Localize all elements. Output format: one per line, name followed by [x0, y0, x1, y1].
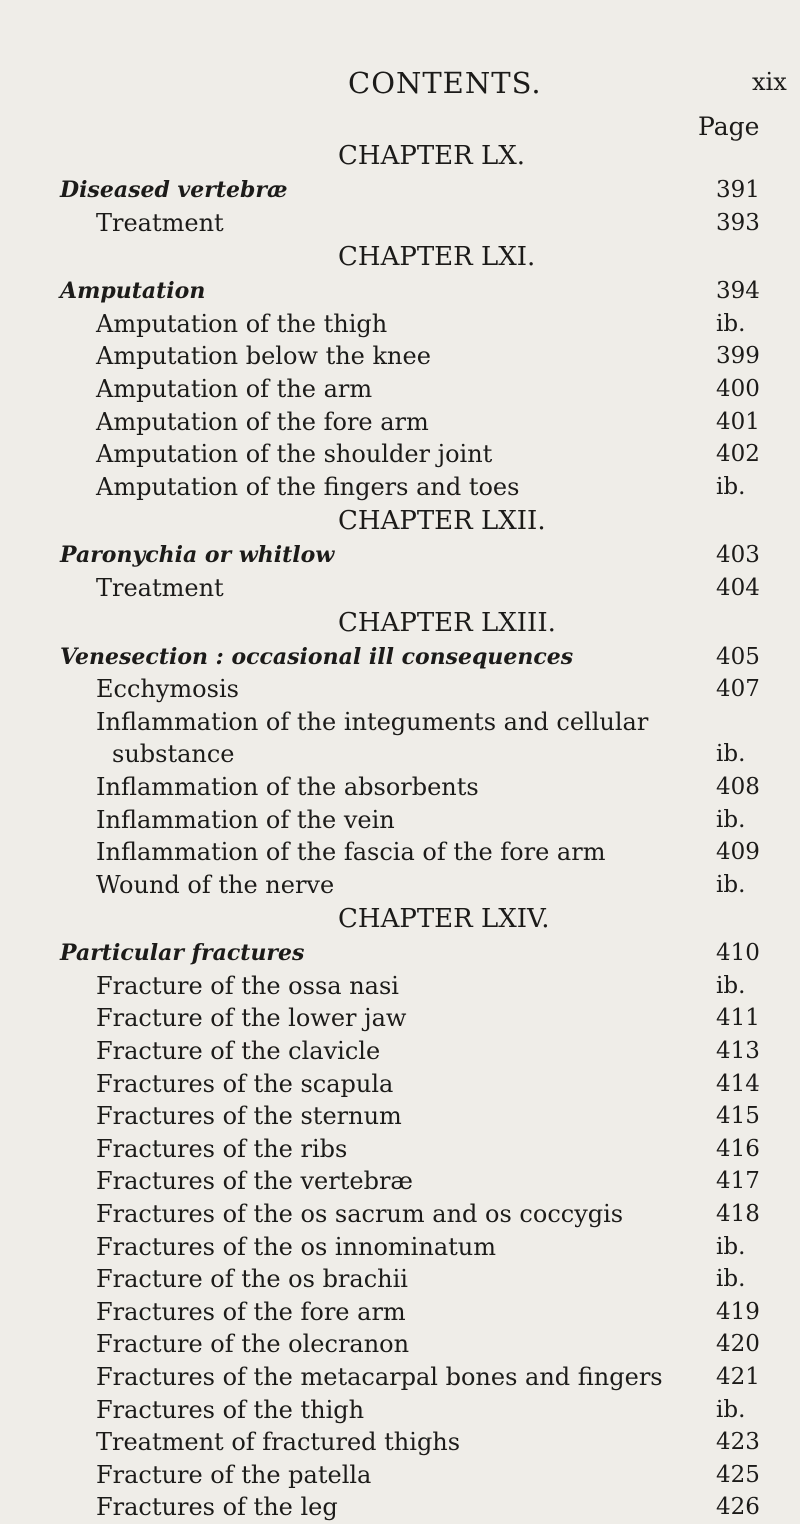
- toc-entry: [0, 406, 800, 439]
- chapter-section: [0, 138, 800, 239]
- entry-title: Fractures of the metacarpal bones and fingers: [96, 1363, 663, 1391]
- chapter-heading: CHAPTER LX.: [338, 141, 526, 171]
- entry-page-number: 400: [716, 375, 760, 402]
- toc-entry: [0, 572, 800, 605]
- table-of-contents: [0, 138, 800, 1524]
- chapter-heading: CHAPTER LXII.: [338, 506, 546, 537]
- entry-page-number: 404: [716, 574, 760, 601]
- toc-main-entry: [0, 539, 800, 572]
- entry-page-number: 403: [716, 542, 760, 569]
- toc-entry: [0, 1100, 800, 1133]
- chapter-heading: CHAPTER LXIV.: [338, 904, 550, 935]
- entry-title: Treatment: [96, 208, 224, 237]
- entry-title: Fracture of the olecranon: [96, 1330, 410, 1359]
- entry-title: Fractures of the sternum: [96, 1102, 402, 1131]
- entry-page-number: 411: [716, 1005, 760, 1032]
- entry-page-number: 425: [716, 1461, 760, 1488]
- toc-entry: [0, 1491, 800, 1524]
- toc-entry: [0, 1133, 800, 1166]
- entry-page-number: 418: [716, 1201, 760, 1228]
- entry-title: substance: [112, 740, 235, 769]
- entry-page-number: 399: [716, 343, 760, 370]
- entry-title: Amputation: [60, 278, 206, 305]
- toc-entry: [0, 804, 800, 837]
- entry-page-number: 413: [716, 1038, 760, 1065]
- chapter-heading: CHAPTER LXIII.: [338, 607, 556, 638]
- chapter-section: [0, 901, 800, 1524]
- entry-title: Treatment of fractured thighs: [96, 1428, 461, 1457]
- toc-main-entry: [0, 174, 800, 207]
- toc-entry: [0, 836, 800, 869]
- toc-main-entry: [0, 641, 800, 674]
- entry-title: Inflammation of the integuments and cellular: [96, 707, 649, 736]
- entry-title: Fractures of the leg: [96, 1493, 338, 1522]
- toc-entry: [0, 1198, 800, 1231]
- toc-entry: [0, 1296, 800, 1329]
- entry-page-number: 423: [716, 1429, 760, 1456]
- toc-entry: [0, 1002, 800, 1035]
- entry-title: Inflammation of the vein: [96, 805, 395, 834]
- toc-entry: [0, 869, 800, 902]
- entry-title: Inflammation of the absorbents: [96, 772, 479, 801]
- toc-entry: [0, 1263, 800, 1296]
- entry-page-number: 405: [716, 643, 760, 670]
- entry-title: Particular fractures: [60, 940, 305, 967]
- entry-title: Fracture of the clavicle: [96, 1037, 381, 1066]
- entry-page-number: 417: [716, 1168, 760, 1195]
- toc-entry: [0, 1068, 800, 1101]
- entry-title: Amputation of the fore arm: [96, 407, 429, 436]
- entry-page-number: ib.: [716, 806, 746, 833]
- toc-entry: [0, 1426, 800, 1459]
- entry-page-number: ib.: [716, 310, 746, 337]
- entry-page-number: 426: [716, 1494, 760, 1521]
- entry-page-number: 394: [716, 278, 760, 305]
- entry-title: Amputation of the fingers and toes: [96, 472, 520, 501]
- entry-page-number: 421: [716, 1364, 760, 1390]
- entry-title: Fracture of the ossa nasi: [96, 971, 399, 1000]
- entry-title: Fractures of the ribs: [96, 1134, 348, 1163]
- toc-entry: [0, 1459, 800, 1492]
- entry-title: Amputation of the arm: [96, 374, 373, 403]
- entry-title: Amputation below the knee: [96, 342, 431, 371]
- entry-title: Fracture of the lower jaw: [96, 1004, 407, 1033]
- entry-title: Wound of the nerve: [96, 870, 335, 899]
- entry-title: Ecchymosis: [96, 675, 239, 704]
- entry-title: Fractures of the scapula: [96, 1069, 394, 1098]
- entry-title: Paronychia or whitlow: [60, 542, 335, 569]
- entry-page-number: ib.: [716, 473, 746, 500]
- chapter-section: [0, 605, 800, 902]
- entry-page-number: ib.: [716, 1266, 746, 1293]
- entry-page-number: 414: [716, 1070, 760, 1097]
- entry-page-number: ib.: [716, 972, 746, 999]
- entry-page-number: 420: [716, 1331, 760, 1358]
- entry-title: Inflammation of the fascia of the fore arm: [96, 838, 606, 867]
- entry-page-number: 407: [716, 676, 760, 703]
- toc-entry: [0, 738, 800, 771]
- page-folio: xix: [752, 68, 787, 96]
- entry-page-number: 415: [716, 1103, 760, 1130]
- chapter-section: [0, 239, 800, 503]
- entry-title: Fractures of the thigh: [96, 1395, 365, 1424]
- entry-page-number: 391: [716, 177, 760, 203]
- entry-page-number: ib.: [716, 871, 746, 898]
- toc-main-entry: [0, 275, 800, 308]
- chapter-heading: CHAPTER LXI.: [338, 242, 536, 273]
- entry-page-number: 416: [716, 1135, 760, 1162]
- entry-title: Fractures of the vertebræ: [96, 1167, 413, 1196]
- entry-page-number: 408: [716, 773, 760, 800]
- toc-entry: [0, 308, 800, 341]
- toc-entry: [0, 706, 800, 739]
- entry-page-number: 410: [716, 940, 760, 967]
- toc-entry: [0, 1165, 800, 1198]
- entry-page-number: 409: [716, 839, 760, 866]
- toc-entry: [0, 673, 800, 706]
- page-column-label: Page: [698, 112, 760, 141]
- toc-entry: [0, 207, 800, 240]
- toc-entry: [0, 1394, 800, 1427]
- toc-entry: [0, 970, 800, 1003]
- toc-entry: [0, 1328, 800, 1361]
- page-header: [0, 66, 800, 106]
- entry-page-number: ib.: [716, 1233, 746, 1260]
- entry-page-number: 393: [716, 209, 760, 236]
- running-title: CONTENTS.: [348, 66, 542, 100]
- entry-title: Amputation of the shoulder joint: [96, 440, 493, 469]
- toc-entry: [0, 1361, 800, 1394]
- toc-main-entry: [0, 937, 800, 970]
- toc-entry: [0, 373, 800, 406]
- entry-title: Fracture of the os brachii: [96, 1265, 408, 1294]
- entry-title: Fractures of the os innominatum: [96, 1232, 496, 1261]
- entry-page-number: 402: [716, 441, 760, 468]
- entry-title: Venesection : occasional ill consequences: [60, 643, 574, 670]
- entry-title: Treatment: [96, 573, 224, 602]
- toc-entry: [0, 438, 800, 471]
- entry-page-number: ib.: [716, 741, 746, 768]
- entry-title: Fracture of the patella: [96, 1460, 372, 1489]
- toc-entry: [0, 1035, 800, 1068]
- toc-entry: [0, 771, 800, 804]
- entry-page-number: ib.: [716, 1396, 746, 1423]
- entry-title: Fractures of the fore arm: [96, 1297, 406, 1326]
- entry-title: Fractures of the os sacrum and os coccygis: [96, 1200, 624, 1229]
- entry-page-number: 419: [716, 1298, 760, 1325]
- entry-title: Diseased vertebræ: [60, 177, 288, 203]
- entry-page-number: 401: [716, 408, 760, 435]
- toc-entry: [0, 471, 800, 504]
- toc-entry: [0, 340, 800, 373]
- chapter-section: [0, 503, 800, 604]
- toc-entry: [0, 1231, 800, 1264]
- entry-title: Amputation of the thigh: [96, 309, 388, 338]
